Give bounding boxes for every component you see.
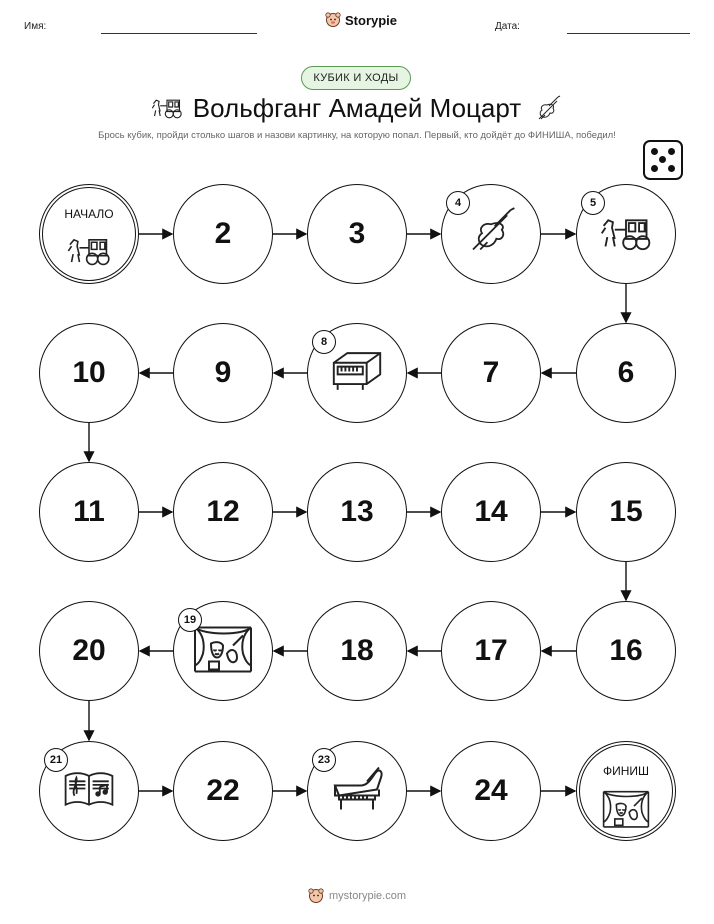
start-label: НАЧАЛО xyxy=(64,207,114,221)
space-number: 18 xyxy=(340,634,374,667)
space-number: 7 xyxy=(482,356,500,389)
board-space-24 xyxy=(441,741,541,841)
space-number-badge: 8 xyxy=(312,330,336,354)
music-book-icon xyxy=(62,769,116,814)
theater-stage-icon xyxy=(602,789,650,833)
space-number-badge: 4 xyxy=(446,191,470,215)
board-space-21 xyxy=(39,741,139,841)
board-space-11 xyxy=(39,462,139,562)
start-space xyxy=(39,184,139,284)
finish-label: ФИНИШ xyxy=(602,764,650,778)
space-number: 10 xyxy=(72,356,106,389)
board-space-12 xyxy=(173,462,273,562)
board-space-4 xyxy=(441,184,541,284)
board-space-16 xyxy=(576,601,676,701)
space-number: 15 xyxy=(609,495,643,528)
instructions: Брось кубик, пройди столько шагов и назови картинку, на которую попал. Первый, кто дойдёт до ФИНИША, победил! xyxy=(98,130,616,141)
board-space-22 xyxy=(173,741,273,841)
board-space-9 xyxy=(173,323,273,423)
violin-icon xyxy=(464,205,518,264)
grand-piano-icon xyxy=(327,766,387,817)
page-title: Вольфганг Амадей Моцарт xyxy=(192,93,522,123)
mascot-icon xyxy=(308,888,324,904)
space-number: 13 xyxy=(340,495,374,528)
footer-url: mystorypie.com xyxy=(329,890,407,902)
board-space-7 xyxy=(441,323,541,423)
carriage-icon xyxy=(65,232,113,272)
board-space-2 xyxy=(173,184,273,284)
board-space-19 xyxy=(173,601,273,701)
game-type-pill: КУБИК И ХОДЫ xyxy=(301,66,411,90)
board-space-15 xyxy=(576,462,676,562)
board-space-8 xyxy=(307,323,407,423)
carriage-icon xyxy=(598,211,654,258)
board-space-18 xyxy=(307,601,407,701)
board-space-13 xyxy=(307,462,407,562)
space-number-badge: 21 xyxy=(44,748,68,772)
board-space-20 xyxy=(39,601,139,701)
board-space-14 xyxy=(441,462,541,562)
space-number: 3 xyxy=(348,217,366,250)
finish-space xyxy=(576,741,676,841)
name-label: Имя: xyxy=(24,21,47,32)
brand-name: Storypie xyxy=(345,12,398,28)
board-space-23 xyxy=(307,741,407,841)
space-number: 2 xyxy=(214,217,232,250)
theater-stage-icon xyxy=(193,624,253,679)
space-number: 9 xyxy=(214,356,232,389)
board-space-10 xyxy=(39,323,139,423)
date-label: Дата: xyxy=(495,21,520,32)
board-space-5 xyxy=(576,184,676,284)
board-space-17 xyxy=(441,601,541,701)
space-number: 12 xyxy=(206,495,240,528)
space-number: 16 xyxy=(609,634,643,667)
upright-piano-icon xyxy=(328,349,386,398)
space-number-badge: 19 xyxy=(178,608,202,632)
space-number: 24 xyxy=(474,774,508,807)
space-number: 22 xyxy=(206,774,240,807)
footer xyxy=(308,888,406,904)
space-number-badge: 5 xyxy=(581,191,605,215)
space-number: 17 xyxy=(474,634,508,667)
board-space-3 xyxy=(307,184,407,284)
space-number-badge: 23 xyxy=(312,748,336,772)
space-number: 20 xyxy=(72,634,106,667)
space-number: 14 xyxy=(474,495,508,528)
board-space-6 xyxy=(576,323,676,423)
space-number: 6 xyxy=(617,356,635,389)
space-number: 11 xyxy=(73,495,105,528)
